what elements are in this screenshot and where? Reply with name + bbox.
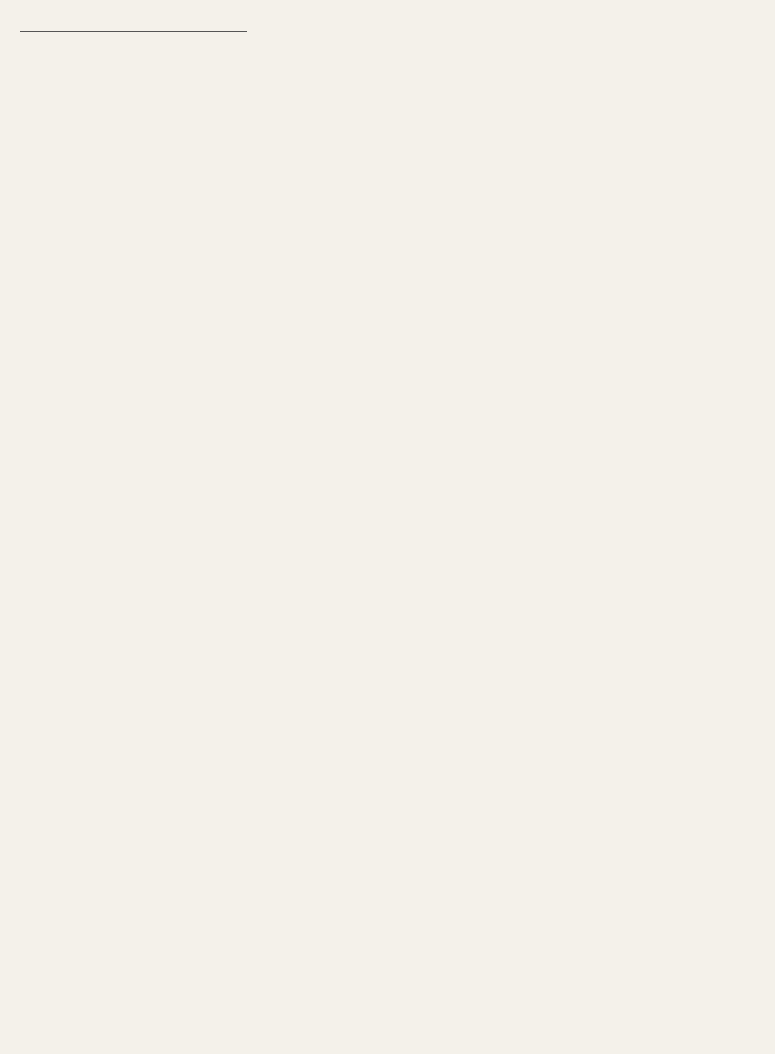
list-rule [20,31,247,32]
page-footer [540,1018,554,1036]
column-left [20,30,247,44]
column-right [491,2,737,9]
column-middle [256,18,484,25]
